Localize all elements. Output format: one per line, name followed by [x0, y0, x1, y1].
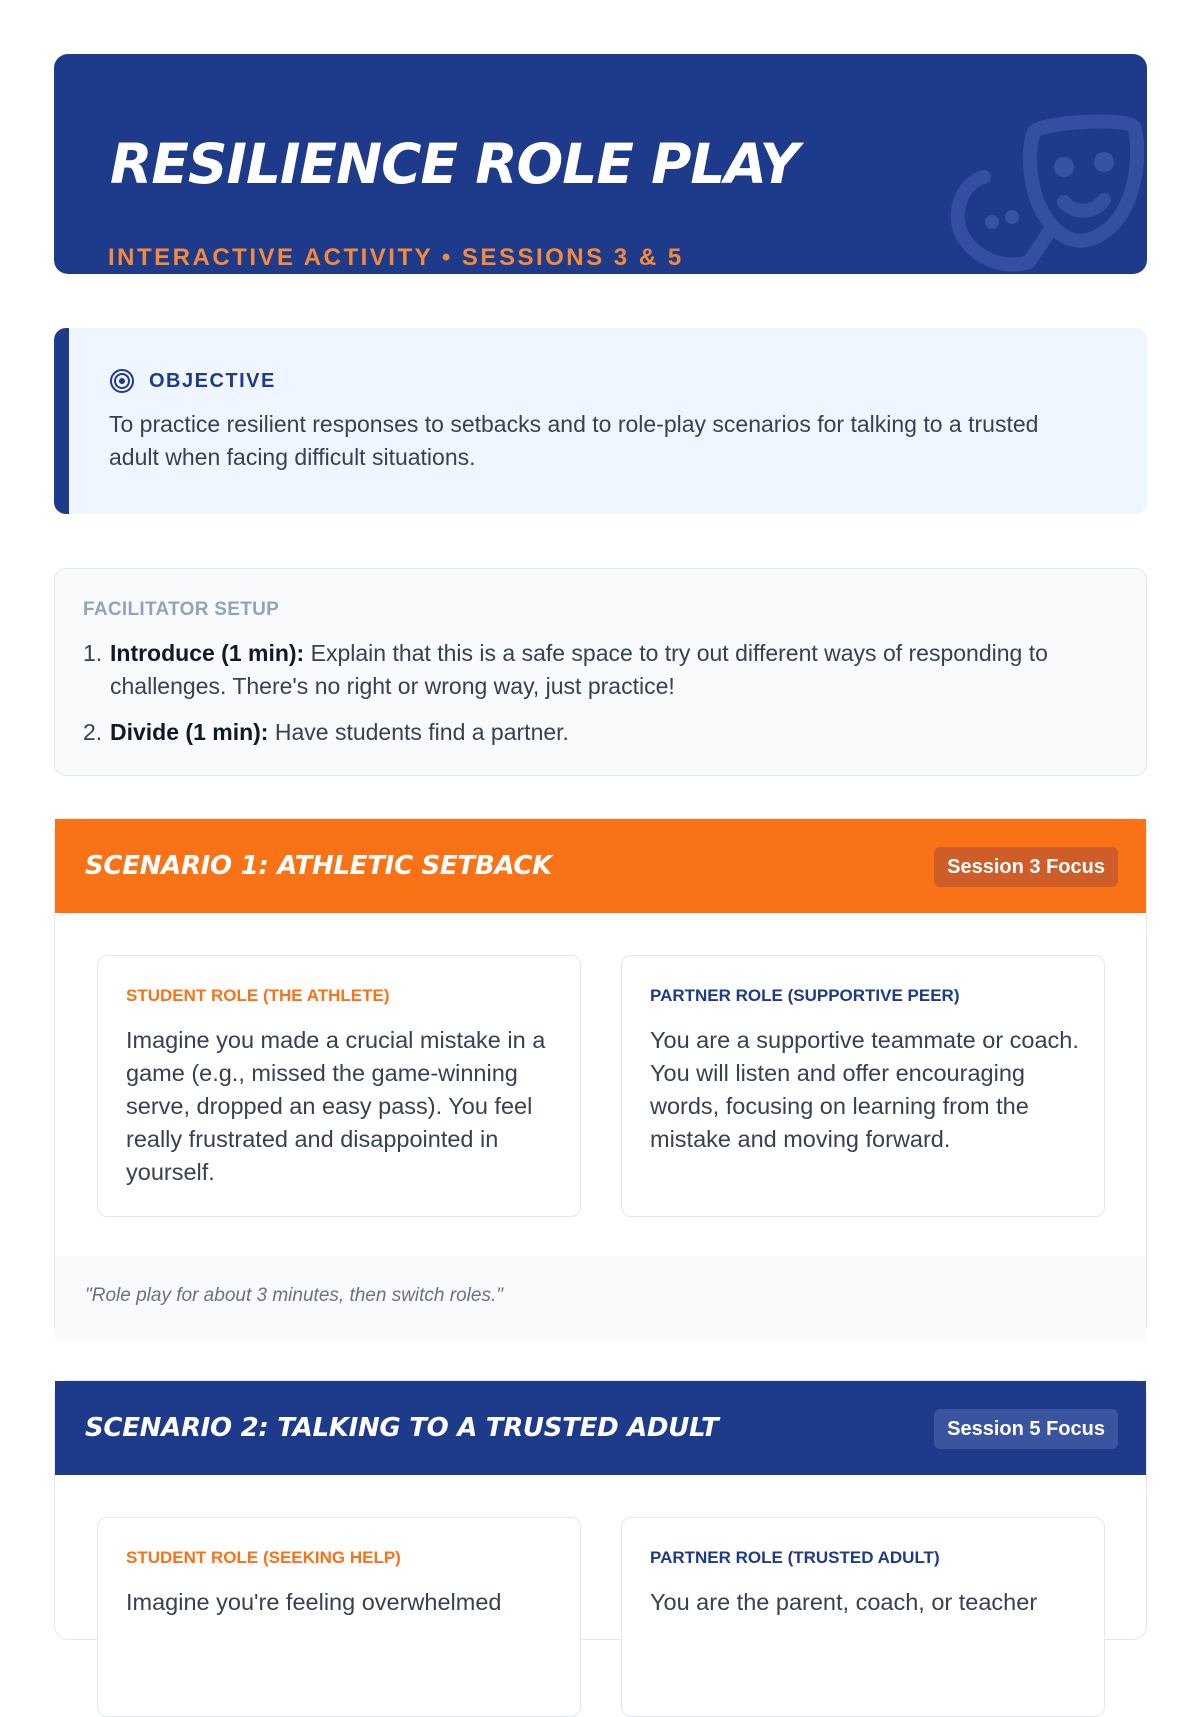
role-label: STUDENT ROLE (SEEKING HELP)	[126, 1548, 401, 1567]
scenario-header	[55, 819, 1146, 913]
session-badge: Session 5 Focus	[934, 1409, 1118, 1449]
partner-role-card	[621, 955, 1105, 1217]
student-role-card	[97, 955, 581, 1217]
step-label: Introduce (1 min):	[110, 640, 305, 666]
session-badge: Session 3 Focus	[934, 847, 1118, 887]
scenario-header	[55, 1381, 1146, 1475]
scenario-title: SCENARIO 2: TALKING TO A TRUSTED ADULT	[85, 1413, 719, 1443]
step-number: 2.	[83, 719, 103, 745]
role-text: Imagine you're feeling overwhelmed	[126, 1589, 502, 1615]
facilitator-setup-panel	[54, 568, 1147, 776]
setup-step	[83, 637, 1123, 703]
step-text: Have students find a partner.	[268, 719, 569, 745]
objective-heading	[109, 368, 276, 394]
setup-steps	[83, 637, 1123, 762]
scenario-card-1	[54, 818, 1147, 1338]
scenario-note: "Role play for about 3 minutes, then switch roles."	[85, 1285, 503, 1306]
objective-text: To practice resilient responses to setbacks and to role-play scenarios for talking to a trusted adult when facing difficult situations.	[109, 411, 1039, 470]
step-label: Divide (1 min):	[110, 719, 269, 745]
step-number: 1.	[83, 640, 103, 666]
scenario-card-2	[54, 1380, 1147, 1640]
objective-label: OBJECTIVE	[149, 369, 276, 392]
role-text: You are the parent, coach, or teacher	[650, 1589, 1038, 1615]
setup-step	[83, 716, 1123, 749]
role-label: PARTNER ROLE (TRUSTED ADULT)	[650, 1548, 940, 1567]
step-text: Explain that this is a safe space to try out different ways of responding to challenges. There's no right or wrong way, just practice!	[110, 640, 1048, 699]
scenario-footer	[55, 1257, 1146, 1339]
setup-title: FACILITATOR SETUP	[83, 599, 280, 620]
objective-panel	[54, 328, 1147, 514]
role-text: Imagine you made a crucial mistake in a game (e.g., missed the game-winning serve, dropped an easy pass). You feel really frustrated and disappointed in yourself.	[126, 1027, 546, 1185]
target-icon	[109, 368, 135, 394]
role-label: PARTNER ROLE (SUPPORTIVE PEER)	[650, 986, 960, 1005]
student-role-card	[97, 1517, 581, 1717]
page-title: RESILIENCE ROLE PLAY	[110, 132, 799, 196]
role-text: You are a supportive teammate or coach. You will listen and offer encouraging words, focusing on learning from the mistake and moving forward.	[650, 1027, 1079, 1152]
page-subtitle: INTERACTIVE ACTIVITY • SESSIONS 3 & 5	[108, 244, 684, 271]
theater-masks-icon	[914, 82, 1164, 282]
scenario-title: SCENARIO 1: ATHLETIC SETBACK	[85, 851, 553, 881]
role-label: STUDENT ROLE (THE ATHLETE)	[126, 986, 390, 1005]
page-header	[54, 54, 1147, 274]
partner-role-card	[621, 1517, 1105, 1717]
